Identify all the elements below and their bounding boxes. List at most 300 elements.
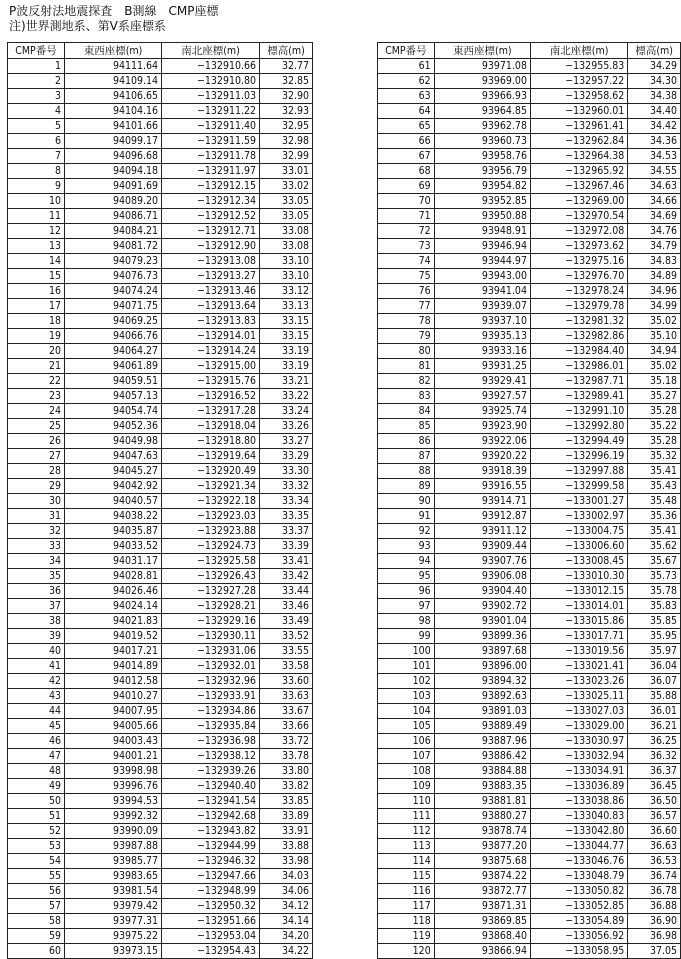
east-west-cell: 93990.09 — [65, 824, 162, 839]
north-south-cell: −132986.01 — [530, 359, 627, 374]
north-south-cell: −132969.00 — [530, 194, 627, 209]
elevation-cell: 34.38 — [628, 89, 681, 104]
east-west-cell: 93872.77 — [434, 884, 530, 899]
east-west-cell: 93987.88 — [65, 839, 162, 854]
cmp-number-cell: 61 — [378, 59, 435, 74]
cmp-number-cell: 81 — [378, 359, 435, 374]
header-cmp-number: CMP番号 — [378, 43, 435, 59]
north-south-cell: −132921.34 — [162, 479, 260, 494]
elevation-cell: 33.19 — [260, 359, 313, 374]
east-west-cell: 93966.93 — [434, 89, 530, 104]
elevation-cell: 35.97 — [628, 644, 681, 659]
table-row — [8, 419, 313, 434]
elevation-cell: 36.98 — [628, 929, 681, 944]
table-row — [378, 239, 681, 254]
cmp-number-cell: 6 — [8, 134, 65, 149]
header-east-west: 東西座標(m) — [434, 43, 530, 59]
north-south-cell: −132911.22 — [162, 104, 260, 119]
elevation-cell: 32.95 — [260, 119, 313, 134]
north-south-cell: −132957.22 — [530, 74, 627, 89]
table-row — [378, 449, 681, 464]
header-north-south: 南北座標(m) — [162, 43, 260, 59]
east-west-cell: 94079.23 — [65, 254, 162, 269]
table-row — [378, 689, 681, 704]
north-south-cell: −133001.27 — [530, 494, 627, 509]
east-west-cell: 94091.69 — [65, 179, 162, 194]
cmp-number-cell: 79 — [378, 329, 435, 344]
cmp-number-cell: 78 — [378, 314, 435, 329]
east-west-cell: 93983.65 — [65, 869, 162, 884]
elevation-cell: 34.63 — [628, 179, 681, 194]
cmp-number-cell: 71 — [378, 209, 435, 224]
north-south-cell: −132923.03 — [162, 509, 260, 524]
table-row — [8, 74, 313, 89]
elevation-cell: 33.01 — [260, 164, 313, 179]
elevation-cell: 35.22 — [628, 419, 681, 434]
cmp-number-cell: 36 — [8, 584, 65, 599]
cmp-number-cell: 52 — [8, 824, 65, 839]
cmp-number-cell: 68 — [378, 164, 435, 179]
cmp-number-cell: 66 — [378, 134, 435, 149]
east-west-cell: 93960.73 — [434, 134, 530, 149]
cmp-number-cell: 55 — [8, 869, 65, 884]
east-west-cell: 93939.07 — [434, 299, 530, 314]
table-row — [8, 689, 313, 704]
east-west-cell: 93985.77 — [65, 854, 162, 869]
cmp-number-cell: 2 — [8, 74, 65, 89]
elevation-cell: 34.96 — [628, 284, 681, 299]
table-row — [8, 149, 313, 164]
north-south-cell: −132913.27 — [162, 269, 260, 284]
elevation-cell: 33.32 — [260, 479, 313, 494]
cmp-number-cell: 82 — [378, 374, 435, 389]
table-row — [8, 449, 313, 464]
east-west-cell: 94099.17 — [65, 134, 162, 149]
cmp-number-cell: 40 — [8, 644, 65, 659]
table-row — [8, 704, 313, 719]
cmp-number-cell: 28 — [8, 464, 65, 479]
cmp-number-cell: 110 — [378, 794, 435, 809]
elevation-cell: 33.55 — [260, 644, 313, 659]
cmp-number-cell: 29 — [8, 479, 65, 494]
north-south-cell: −133046.76 — [530, 854, 627, 869]
east-west-cell: 93868.40 — [434, 929, 530, 944]
east-west-cell: 94109.14 — [65, 74, 162, 89]
cmp-number-cell: 9 — [8, 179, 65, 194]
cmp-number-cell: 63 — [378, 89, 435, 104]
east-west-cell: 93914.71 — [434, 494, 530, 509]
table-row — [8, 299, 313, 314]
elevation-cell: 33.26 — [260, 419, 313, 434]
elevation-cell: 35.27 — [628, 389, 681, 404]
cmp-number-cell: 90 — [378, 494, 435, 509]
cmp-number-cell: 101 — [378, 659, 435, 674]
east-west-cell: 93992.32 — [65, 809, 162, 824]
east-west-cell: 94069.25 — [65, 314, 162, 329]
east-west-cell: 94049.98 — [65, 434, 162, 449]
table-row — [378, 779, 681, 794]
elevation-cell: 33.27 — [260, 434, 313, 449]
header-north-south: 南北座標(m) — [530, 43, 627, 59]
table-row — [378, 599, 681, 614]
table-row — [8, 119, 313, 134]
elevation-cell: 36.57 — [628, 809, 681, 824]
north-south-cell: −132911.40 — [162, 119, 260, 134]
east-west-cell: 93977.31 — [65, 914, 162, 929]
north-south-cell: −132913.83 — [162, 314, 260, 329]
table-row — [378, 494, 681, 509]
table-row — [378, 269, 681, 284]
east-west-cell: 93943.00 — [434, 269, 530, 284]
table-row — [378, 329, 681, 344]
table-row — [378, 854, 681, 869]
elevation-cell: 33.21 — [260, 374, 313, 389]
east-west-cell: 93994.53 — [65, 794, 162, 809]
elevation-cell: 32.77 — [260, 59, 313, 74]
north-south-cell: −132938.12 — [162, 749, 260, 764]
east-west-cell: 94026.46 — [65, 584, 162, 599]
east-west-cell: 94042.92 — [65, 479, 162, 494]
north-south-cell: −132915.76 — [162, 374, 260, 389]
north-south-cell: −132922.18 — [162, 494, 260, 509]
north-south-cell: −132950.32 — [162, 899, 260, 914]
north-south-cell: −132933.91 — [162, 689, 260, 704]
elevation-cell: 35.28 — [628, 434, 681, 449]
north-south-cell: −132951.66 — [162, 914, 260, 929]
north-south-cell: −133050.82 — [530, 884, 627, 899]
north-south-cell: −132929.16 — [162, 614, 260, 629]
cmp-number-cell: 15 — [8, 269, 65, 284]
elevation-cell: 33.15 — [260, 314, 313, 329]
east-west-cell: 94052.36 — [65, 419, 162, 434]
north-south-cell: −133008.45 — [530, 554, 627, 569]
cmp-number-cell: 59 — [8, 929, 65, 944]
elevation-cell: 33.05 — [260, 194, 313, 209]
north-south-cell: −132910.80 — [162, 74, 260, 89]
north-south-cell: −133052.85 — [530, 899, 627, 914]
east-west-cell: 93883.35 — [434, 779, 530, 794]
cmp-number-cell: 117 — [378, 899, 435, 914]
east-west-cell: 93902.72 — [434, 599, 530, 614]
north-south-cell: −132911.97 — [162, 164, 260, 179]
table-row — [8, 869, 313, 884]
table-row — [378, 194, 681, 209]
east-west-cell: 93906.08 — [434, 569, 530, 584]
east-west-cell: 93877.20 — [434, 839, 530, 854]
east-west-cell: 93894.32 — [434, 674, 530, 689]
elevation-cell: 33.37 — [260, 524, 313, 539]
elevation-cell: 33.78 — [260, 749, 313, 764]
east-west-cell: 94086.71 — [65, 209, 162, 224]
north-south-cell: −132912.52 — [162, 209, 260, 224]
north-south-cell: −132953.04 — [162, 929, 260, 944]
cmp-number-cell: 107 — [378, 749, 435, 764]
table-row — [378, 89, 681, 104]
table-row — [8, 209, 313, 224]
north-south-cell: −133034.91 — [530, 764, 627, 779]
east-west-cell: 94076.73 — [65, 269, 162, 284]
north-south-cell: −132946.32 — [162, 854, 260, 869]
east-west-cell: 93981.54 — [65, 884, 162, 899]
north-south-cell: −132960.01 — [530, 104, 627, 119]
north-south-cell: −132987.71 — [530, 374, 627, 389]
cmp-number-cell: 114 — [378, 854, 435, 869]
east-west-cell: 93946.94 — [434, 239, 530, 254]
elevation-cell: 36.88 — [628, 899, 681, 914]
coordinate-system-note: 注)世界測地系、第Ⅴ系座標系 — [9, 19, 166, 33]
table-row — [378, 74, 681, 89]
north-south-cell: −133040.83 — [530, 809, 627, 824]
elevation-cell: 33.42 — [260, 569, 313, 584]
east-west-cell: 93886.42 — [434, 749, 530, 764]
cmp-number-cell: 31 — [8, 509, 65, 524]
cmp-number-cell: 86 — [378, 434, 435, 449]
table-row — [378, 104, 681, 119]
elevation-cell: 34.20 — [260, 929, 313, 944]
north-south-cell: −132917.28 — [162, 404, 260, 419]
east-west-cell: 93958.76 — [434, 149, 530, 164]
elevation-cell: 34.36 — [628, 134, 681, 149]
cmp-number-cell: 27 — [8, 449, 65, 464]
east-west-cell: 94035.87 — [65, 524, 162, 539]
elevation-cell: 34.40 — [628, 104, 681, 119]
cmp-number-cell: 106 — [378, 734, 435, 749]
table-row — [8, 464, 313, 479]
elevation-cell: 33.35 — [260, 509, 313, 524]
cmp-number-cell: 21 — [8, 359, 65, 374]
table-row — [8, 509, 313, 524]
cmp-number-cell: 58 — [8, 914, 65, 929]
east-west-cell: 93933.16 — [434, 344, 530, 359]
cmp-number-cell: 85 — [378, 419, 435, 434]
elevation-cell: 33.08 — [260, 239, 313, 254]
east-west-cell: 93962.78 — [434, 119, 530, 134]
east-west-cell: 94094.18 — [65, 164, 162, 179]
cmp-number-cell: 62 — [378, 74, 435, 89]
table-row — [378, 944, 681, 959]
east-west-cell: 93931.25 — [434, 359, 530, 374]
elevation-cell: 34.22 — [260, 944, 313, 959]
elevation-cell: 35.43 — [628, 479, 681, 494]
elevation-cell: 36.50 — [628, 794, 681, 809]
table-row — [378, 164, 681, 179]
cmp-number-cell: 118 — [378, 914, 435, 929]
cmp-number-cell: 14 — [8, 254, 65, 269]
cmp-number-cell: 16 — [8, 284, 65, 299]
north-south-cell: −133056.92 — [530, 929, 627, 944]
cmp-number-cell: 42 — [8, 674, 65, 689]
cmp-number-cell: 80 — [378, 344, 435, 359]
table-row — [8, 944, 313, 959]
east-west-cell: 93901.04 — [434, 614, 530, 629]
east-west-cell: 94096.68 — [65, 149, 162, 164]
north-south-cell: −132955.83 — [530, 59, 627, 74]
elevation-cell: 33.29 — [260, 449, 313, 464]
elevation-cell: 36.07 — [628, 674, 681, 689]
north-south-cell: −132973.62 — [530, 239, 627, 254]
elevation-cell: 35.41 — [628, 464, 681, 479]
cmp-number-cell: 69 — [378, 179, 435, 194]
north-south-cell: −132991.10 — [530, 404, 627, 419]
east-west-cell: 93904.40 — [434, 584, 530, 599]
table-row — [8, 734, 313, 749]
elevation-cell: 36.04 — [628, 659, 681, 674]
elevation-cell: 34.03 — [260, 869, 313, 884]
east-west-cell: 94066.76 — [65, 329, 162, 344]
elevation-cell: 33.12 — [260, 284, 313, 299]
east-west-cell: 93996.76 — [65, 779, 162, 794]
elevation-cell: 33.44 — [260, 584, 313, 599]
east-west-cell: 93971.08 — [434, 59, 530, 74]
east-west-cell: 94040.57 — [65, 494, 162, 509]
north-south-cell: −133027.03 — [530, 704, 627, 719]
cmp-number-cell: 30 — [8, 494, 65, 509]
east-west-cell: 93975.22 — [65, 929, 162, 944]
elevation-cell: 33.98 — [260, 854, 313, 869]
cmp-number-cell: 39 — [8, 629, 65, 644]
elevation-cell: 33.34 — [260, 494, 313, 509]
north-south-cell: −132914.01 — [162, 329, 260, 344]
east-west-cell: 93950.88 — [434, 209, 530, 224]
table-row — [378, 479, 681, 494]
table-row — [378, 344, 681, 359]
table-row — [8, 269, 313, 284]
cmp-number-cell: 93 — [378, 539, 435, 554]
cmp-number-cell: 1 — [8, 59, 65, 74]
elevation-cell: 32.99 — [260, 149, 313, 164]
east-west-cell: 93944.97 — [434, 254, 530, 269]
east-west-cell: 93918.39 — [434, 464, 530, 479]
elevation-cell: 33.85 — [260, 794, 313, 809]
north-south-cell: −132948.99 — [162, 884, 260, 899]
table-row — [378, 704, 681, 719]
cmp-number-cell: 49 — [8, 779, 65, 794]
north-south-cell: −132911.59 — [162, 134, 260, 149]
north-south-cell: −132976.70 — [530, 269, 627, 284]
east-west-cell: 94007.95 — [65, 704, 162, 719]
cmp-number-cell: 41 — [8, 659, 65, 674]
east-west-cell: 93866.94 — [434, 944, 530, 959]
north-south-cell: −132925.58 — [162, 554, 260, 569]
east-west-cell: 93880.27 — [434, 809, 530, 824]
table-row — [378, 644, 681, 659]
elevation-cell: 35.36 — [628, 509, 681, 524]
table-row — [8, 644, 313, 659]
cmp-number-cell: 74 — [378, 254, 435, 269]
table-row — [378, 734, 681, 749]
elevation-cell: 35.73 — [628, 569, 681, 584]
cmp-number-cell: 88 — [378, 464, 435, 479]
north-south-cell: −132935.84 — [162, 719, 260, 734]
elevation-cell: 33.66 — [260, 719, 313, 734]
cmp-number-cell: 23 — [8, 389, 65, 404]
table-row — [8, 59, 313, 74]
north-south-cell: −132967.46 — [530, 179, 627, 194]
elevation-cell: 34.89 — [628, 269, 681, 284]
elevation-cell: 33.91 — [260, 824, 313, 839]
north-south-cell: −133038.86 — [530, 794, 627, 809]
cmp-number-cell: 35 — [8, 569, 65, 584]
table-row — [8, 674, 313, 689]
north-south-cell: −133012.15 — [530, 584, 627, 599]
east-west-cell: 94084.21 — [65, 224, 162, 239]
elevation-cell: 36.45 — [628, 779, 681, 794]
cmp-number-cell: 53 — [8, 839, 65, 854]
north-south-cell: −133023.26 — [530, 674, 627, 689]
elevation-cell: 36.32 — [628, 749, 681, 764]
table-row — [8, 914, 313, 929]
table-row — [8, 254, 313, 269]
cmp-number-cell: 33 — [8, 539, 65, 554]
cmp-number-cell: 77 — [378, 299, 435, 314]
table-header-row — [378, 43, 681, 59]
table-row — [378, 509, 681, 524]
elevation-cell: 34.79 — [628, 239, 681, 254]
north-south-cell: −132947.66 — [162, 869, 260, 884]
east-west-cell: 93897.68 — [434, 644, 530, 659]
east-west-cell: 93892.63 — [434, 689, 530, 704]
north-south-cell: −132958.62 — [530, 89, 627, 104]
elevation-cell: 35.02 — [628, 359, 681, 374]
table-row — [8, 224, 313, 239]
east-west-cell: 93954.82 — [434, 179, 530, 194]
east-west-cell: 93937.10 — [434, 314, 530, 329]
north-south-cell: −132912.34 — [162, 194, 260, 209]
elevation-cell: 36.60 — [628, 824, 681, 839]
east-west-cell: 94033.52 — [65, 539, 162, 554]
elevation-cell: 36.78 — [628, 884, 681, 899]
table-row — [378, 719, 681, 734]
cmp-number-cell: 37 — [8, 599, 65, 614]
table-row — [378, 929, 681, 944]
north-south-cell: −132918.04 — [162, 419, 260, 434]
east-west-cell: 93920.22 — [434, 449, 530, 464]
elevation-cell: 36.21 — [628, 719, 681, 734]
north-south-cell: −132930.11 — [162, 629, 260, 644]
cmp-number-cell: 7 — [8, 149, 65, 164]
north-south-cell: −133029.00 — [530, 719, 627, 734]
elevation-cell: 32.90 — [260, 89, 313, 104]
cmp-number-cell: 12 — [8, 224, 65, 239]
elevation-cell: 34.14 — [260, 914, 313, 929]
table-row — [378, 914, 681, 929]
table-row — [8, 584, 313, 599]
east-west-cell: 94047.63 — [65, 449, 162, 464]
east-west-cell: 94012.58 — [65, 674, 162, 689]
north-south-cell: −132961.41 — [530, 119, 627, 134]
east-west-cell: 93896.00 — [434, 659, 530, 674]
east-west-cell: 94010.27 — [65, 689, 162, 704]
north-south-cell: −132941.54 — [162, 794, 260, 809]
table-row — [8, 329, 313, 344]
elevation-cell: 35.10 — [628, 329, 681, 344]
north-south-cell: −132979.78 — [530, 299, 627, 314]
east-west-cell: 94028.81 — [65, 569, 162, 584]
cmp-number-cell: 54 — [8, 854, 65, 869]
north-south-cell: −133036.89 — [530, 779, 627, 794]
north-south-cell: −132928.21 — [162, 599, 260, 614]
page-title: P波反射法地震探査 B測線 CMP座標 — [9, 4, 219, 18]
east-west-cell: 93925.74 — [434, 404, 530, 419]
north-south-cell: −133044.77 — [530, 839, 627, 854]
east-west-cell: 93889.49 — [434, 719, 530, 734]
north-south-cell: −133021.41 — [530, 659, 627, 674]
cmp-number-cell: 48 — [8, 764, 65, 779]
cmp-number-cell: 60 — [8, 944, 65, 959]
elevation-cell: 35.85 — [628, 614, 681, 629]
east-west-cell: 93929.41 — [434, 374, 530, 389]
header-elevation: 標高(m) — [260, 43, 313, 59]
